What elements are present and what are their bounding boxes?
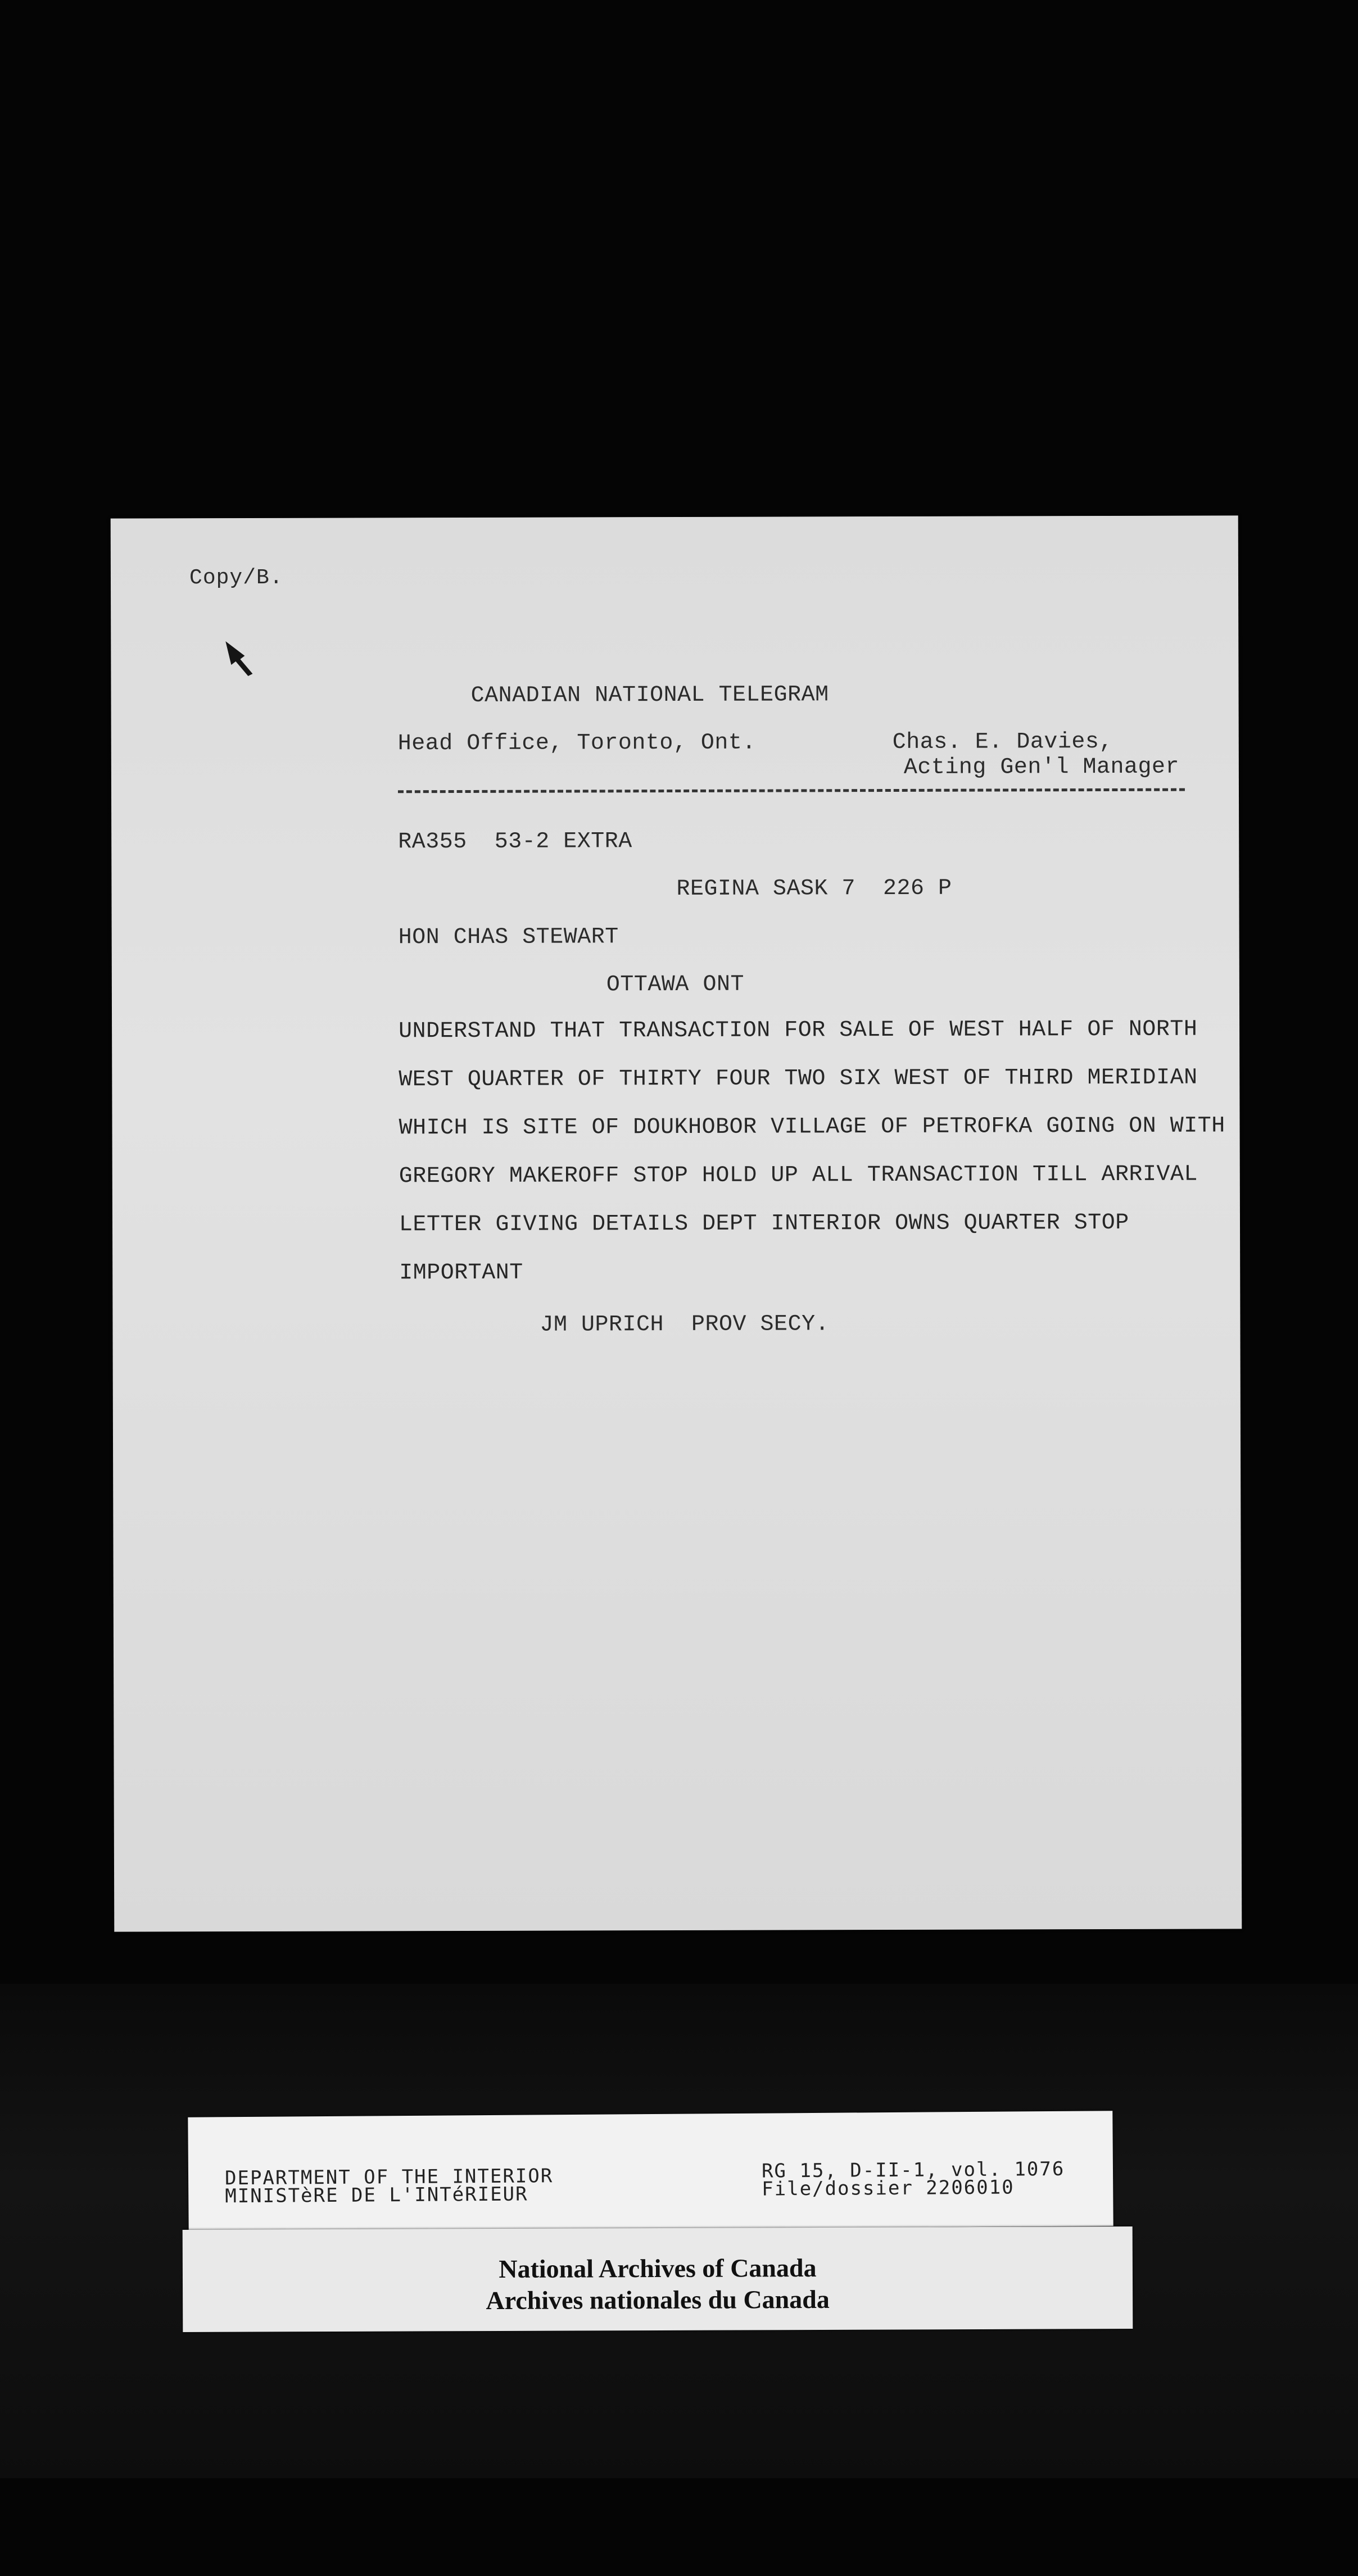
archives-banner (183, 2226, 1133, 2332)
addressee: HON CHAS STEWART (398, 924, 619, 951)
archives-name-en: National Archives of Canada (499, 2253, 817, 2283)
record-group: RG 15, D-II-1, vol. 1076 (761, 2157, 1065, 2183)
message-reference: RA355 53-2 EXTRA (398, 829, 632, 855)
pen-mark-icon (223, 639, 257, 678)
message-origin: REGINA SASK 7 226 P (676, 876, 952, 902)
telegram-page (111, 515, 1242, 1931)
telegram-body (399, 1015, 1231, 1308)
body-line: WHICH IS SITE OF DOUKHOBOR VILLAGE OF PETROFKA GOING ON WITH (399, 1113, 1225, 1141)
body-line: GREGORY MAKEROFF STOP HOLD UP ALL TRANSACTION TILL ARRIVAL (399, 1162, 1198, 1190)
signature: JM UPRICH PROV SECY. (540, 1312, 830, 1338)
dashed-divider (398, 788, 1185, 793)
manager-title: Acting Gen'l Manager (903, 754, 1180, 781)
body-line: LETTER GIVING DETAILS DEPT INTERIOR OWNS QUARTER STOP (399, 1210, 1129, 1238)
destination: OTTAWA ONT (606, 972, 744, 998)
body-line: IMPORTANT (399, 1260, 523, 1286)
margin-note: Copy/B. (189, 565, 283, 591)
file-number: File/dossier 2206010 (762, 2176, 1015, 2201)
body-line: UNDERSTAND THAT TRANSACTION FOR SALE OF WEST HALF OF NORTH (399, 1017, 1198, 1045)
department-fr: MINISTèRE DE L'INTéRIEUR (225, 2183, 528, 2208)
archives-name-fr: Archives nationales du Canada (486, 2284, 830, 2315)
telegram-title: CANADIAN NATIONAL TELEGRAM (470, 682, 829, 709)
head-office-line: Head Office, Toronto, Ont. (397, 730, 756, 757)
department-en: DEPARTMENT OF THE INTERIOR (224, 2165, 554, 2190)
archive-reference-label (188, 2111, 1113, 2232)
manager-name: Chas. E. Davies, (892, 729, 1113, 755)
body-line: WEST QUARTER OF THIRTY FOUR TWO SIX WEST OF THIRD MERIDIAN (399, 1065, 1198, 1093)
